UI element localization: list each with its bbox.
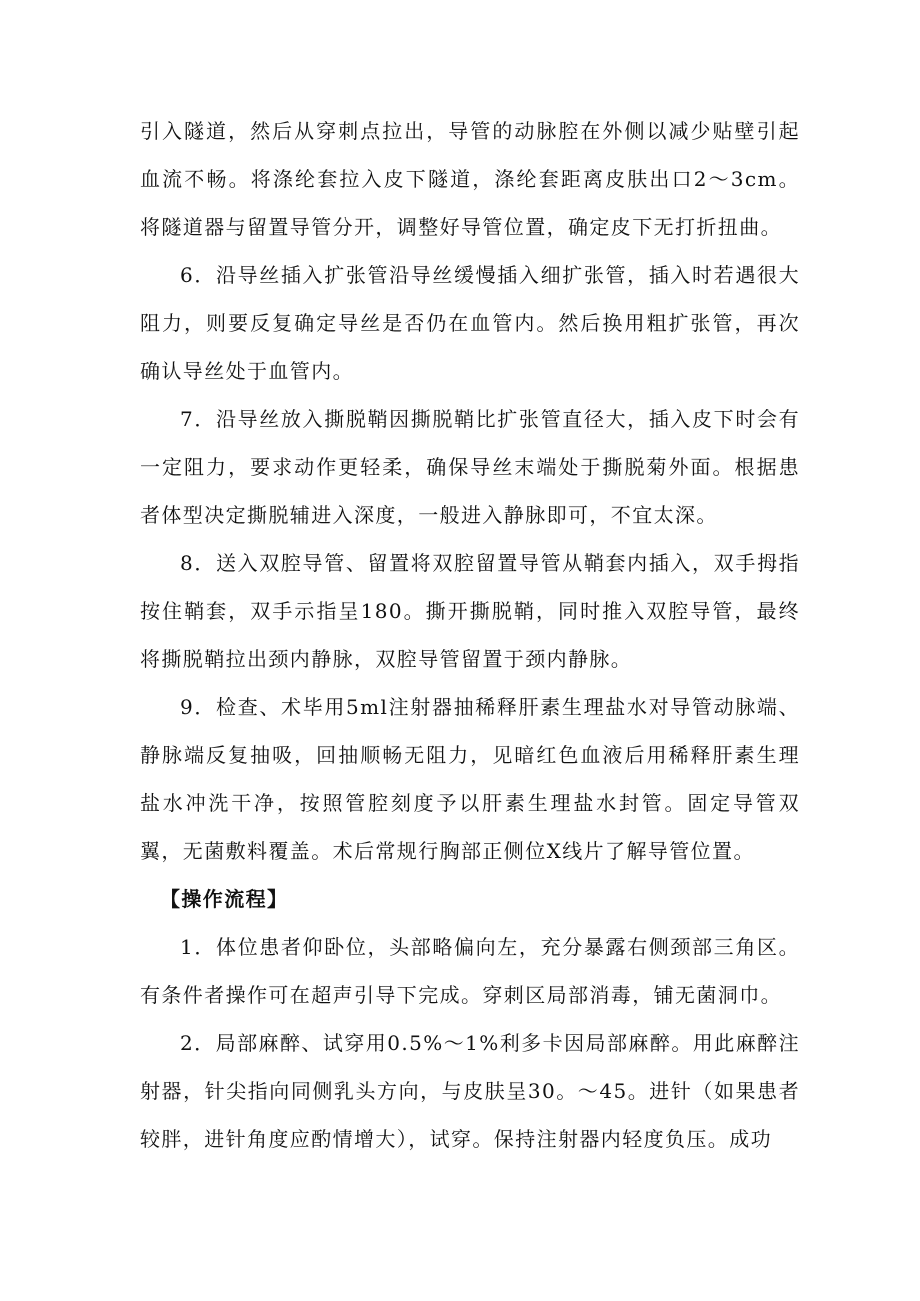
paragraph-step-9: 9．检查、术毕用5ml注射器抽稀释肝素生理盐水对导管动脉端、静脉端反复抽吸，回抽顺畅无阻力，见暗红色血液后用稀释肝素生理盐水冲洗干净，按照管腔刻度予以肝素生理盐水封管。固定导管双翼，无菌敷料覆盖。术后常规行胸部正侧位X线片了解导管位置。: [140, 695, 800, 863]
paragraph-procedure-1: 1．体位患者仰卧位，头部略偏向左，充分暴露右侧颈部三角区。有条件者操作可在超声引导下完成。穿刺区局部消毒，铺无菌洞巾。: [140, 935, 800, 1007]
paragraph-step-6: 6．沿导丝插入扩张管沿导丝缓慢插入细扩张管，插入时若遇很大阻力，则要反复确定导丝是否仍在血管内。然后换用粗扩张管，再次确认导丝处于血管内。: [140, 263, 800, 383]
section-heading-procedure: 【操作流程】: [160, 887, 289, 911]
paragraph-step-7: 7．沿导丝放入撕脱鞘因撕脱鞘比扩张管直径大，插入皮下时会有一定阻力，要求动作更轻柔，确保导丝末端处于撕脱菊外面。根据患者体型决定撕脱辅进入深度，一般进入静脉即可，不宜太深。: [140, 407, 800, 527]
paragraph-continued: 引入隧道，然后从穿刺点拉出，导管的动脉腔在外侧以减少贴壁引起血流不畅。将涤纶套拉入皮下隧道，涤纶套距离皮肤出口2～3cm。将隧道器与留置导管分开，调整好导管位置，确定皮下无打折扭曲。: [140, 119, 800, 239]
paragraph-procedure-2: 2．局部麻醉、试穿用0.5%～1%利多卡因局部麻醉。用此麻醉注射器，针尖指向同侧乳头方向，与皮肤呈30。～45。进针（如果患者较胖，进针角度应酌情增大），试穿。保持注射器内轻度负压。成功: [140, 1031, 800, 1151]
paragraph-step-8: 8．送入双腔导管、留置将双腔留置导管从鞘套内插入，双手拇指按住鞘套，双手示指呈180。撕开撕脱鞘，同时推入双腔导管，最终将撕脱鞘拉出颈内静脉，双腔导管留置于颈内静脉。: [140, 551, 800, 671]
